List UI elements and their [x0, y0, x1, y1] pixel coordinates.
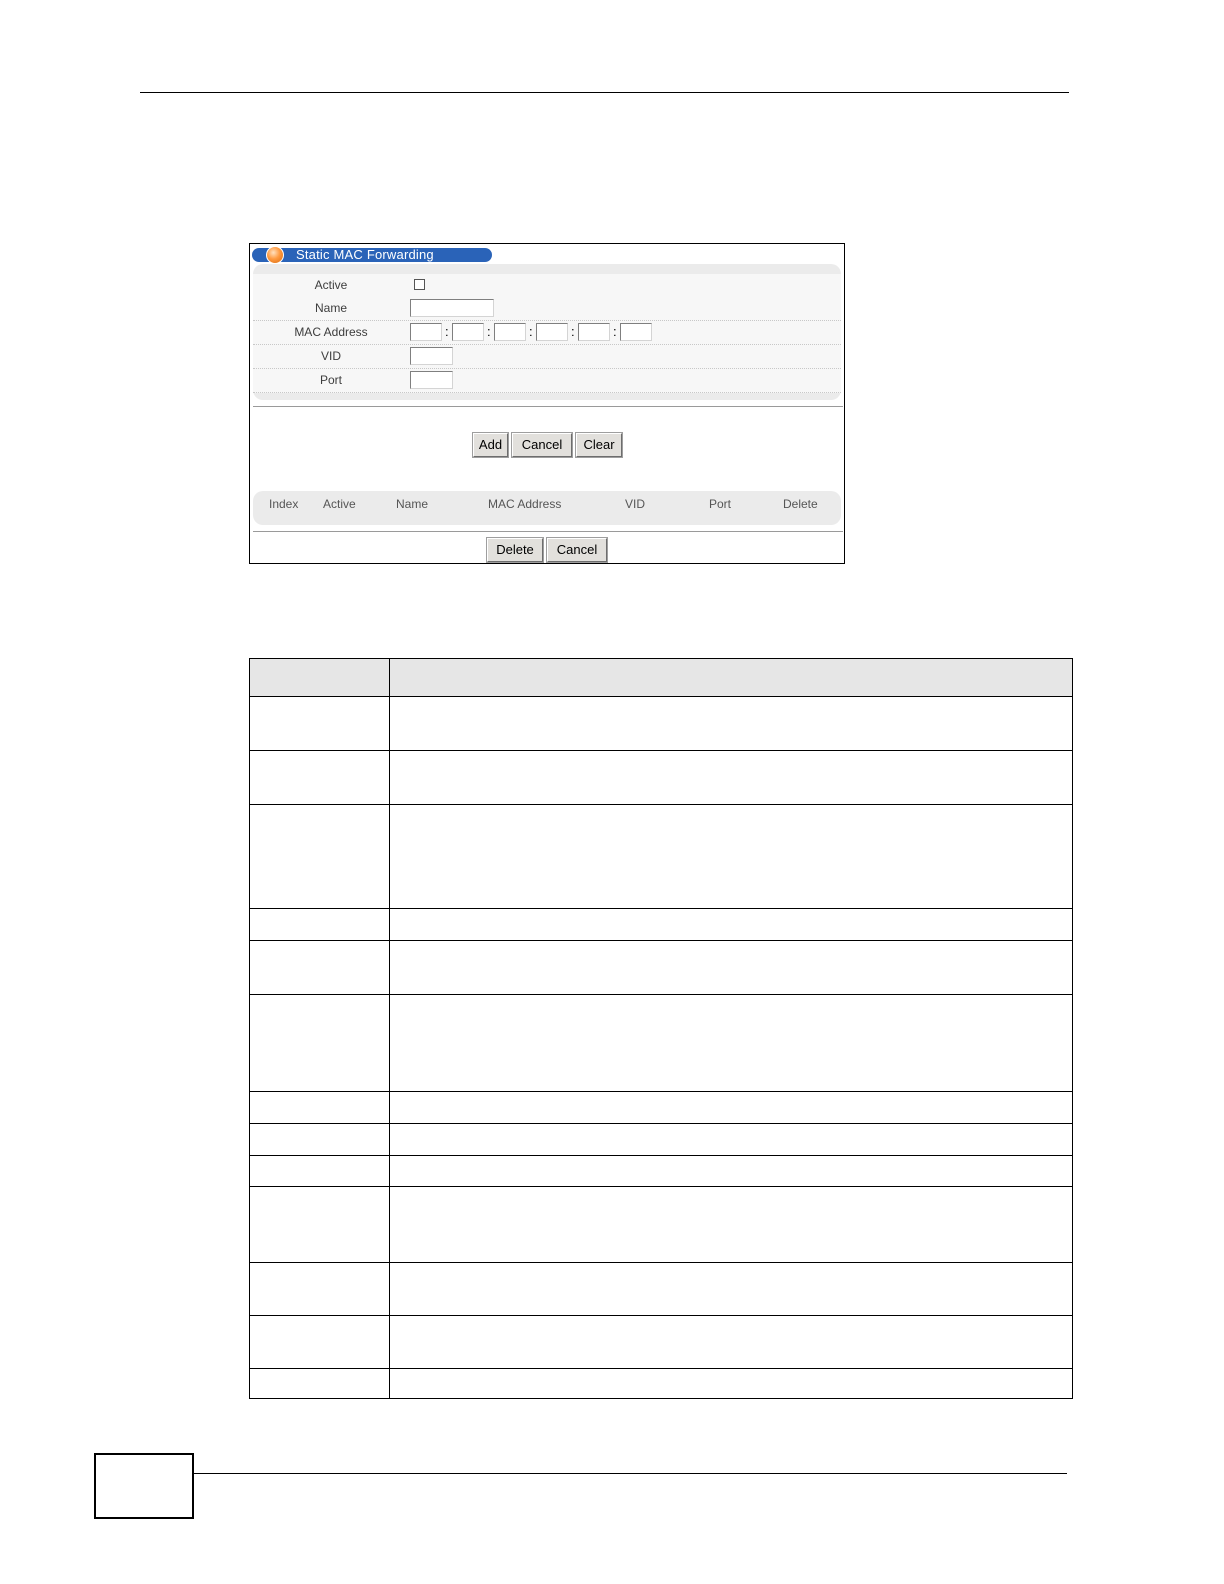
- name-label: Name: [314, 301, 347, 315]
- column-active: Active: [323, 497, 356, 511]
- table-cell-label: [250, 1369, 390, 1398]
- name-input[interactable]: [410, 299, 494, 317]
- table-cell-label: [250, 909, 390, 940]
- panel-title-bar: [252, 248, 492, 262]
- table-cell-label: [250, 697, 390, 750]
- divider: [253, 531, 843, 532]
- table-cell-label: [250, 1156, 390, 1186]
- vid-label: VID: [320, 349, 341, 363]
- parameter-table: [249, 658, 1073, 1399]
- orange-orb-icon: [266, 246, 284, 264]
- table-cell-label: [250, 1316, 390, 1368]
- divider: [253, 406, 843, 407]
- table-row: [250, 908, 1072, 940]
- cancel-button[interactable]: Cancel: [512, 433, 572, 457]
- mac-octet-input[interactable]: [620, 323, 652, 341]
- column-mac-address: MAC Address: [488, 497, 562, 511]
- table-header-label: [250, 659, 390, 696]
- mac-separator: :: [613, 324, 617, 339]
- footer-rule: [193, 1473, 1067, 1474]
- page-number-box: [94, 1453, 194, 1519]
- mac-octet-input[interactable]: [410, 323, 442, 341]
- table-cell-label: [250, 1092, 390, 1123]
- column-name: Name: [396, 497, 429, 511]
- table-row: [250, 1091, 1072, 1123]
- table-row: [250, 804, 1072, 908]
- cancel-delete-button[interactable]: Cancel: [547, 538, 607, 562]
- table-cell-label: [250, 941, 390, 994]
- mac-separator: :: [445, 324, 449, 339]
- delete-button[interactable]: Delete: [487, 538, 543, 562]
- settings-form: [253, 264, 841, 400]
- mac-separator: :: [529, 324, 533, 339]
- mac-octet-input[interactable]: [452, 323, 484, 341]
- table-cell-label: [250, 751, 390, 804]
- row-port: [253, 369, 841, 393]
- clear-button[interactable]: Clear: [576, 433, 622, 457]
- table-row: [250, 1123, 1072, 1155]
- table-cell-label: [250, 1263, 390, 1315]
- table-row: [250, 750, 1072, 804]
- row-vid: [253, 345, 841, 369]
- panel-title: Static MAC Forwarding: [296, 247, 434, 262]
- static-mac-forwarding-panel: [249, 243, 845, 564]
- add-button[interactable]: Add: [473, 433, 508, 457]
- table-row: [250, 1368, 1072, 1398]
- table-cell-label: [250, 1124, 390, 1155]
- vid-input[interactable]: [410, 347, 453, 365]
- mac-address-label: MAC Address: [294, 325, 368, 339]
- table-row: [250, 940, 1072, 994]
- port-input[interactable]: [410, 371, 453, 389]
- table-cell-label: [250, 1187, 390, 1262]
- table-header-row: [250, 659, 1072, 696]
- mac-separator: :: [487, 324, 491, 339]
- port-label: Port: [319, 373, 342, 387]
- table-row: [250, 1262, 1072, 1315]
- table-row: [250, 1155, 1072, 1186]
- active-label: Active: [314, 278, 348, 292]
- table-row: [250, 696, 1072, 750]
- table-row: [250, 994, 1072, 1091]
- column-delete: Delete: [783, 497, 818, 511]
- table-cell-label: [250, 805, 390, 908]
- active-checkbox[interactable]: [414, 279, 425, 290]
- entry-list-header: [253, 491, 841, 525]
- column-port: Port: [709, 497, 732, 511]
- row-mac-address: [253, 321, 841, 345]
- header-rule: [140, 92, 1069, 93]
- row-name: [253, 297, 841, 321]
- column-index: Index: [269, 497, 299, 511]
- mac-separator: :: [571, 324, 575, 339]
- table-cell-label: [250, 995, 390, 1091]
- column-vid: VID: [625, 497, 646, 511]
- table-row: [250, 1315, 1072, 1368]
- mac-octet-input[interactable]: [536, 323, 568, 341]
- mac-octet-input[interactable]: [494, 323, 526, 341]
- table-row: [250, 1186, 1072, 1262]
- mac-octet-input[interactable]: [578, 323, 610, 341]
- row-active: [253, 274, 841, 298]
